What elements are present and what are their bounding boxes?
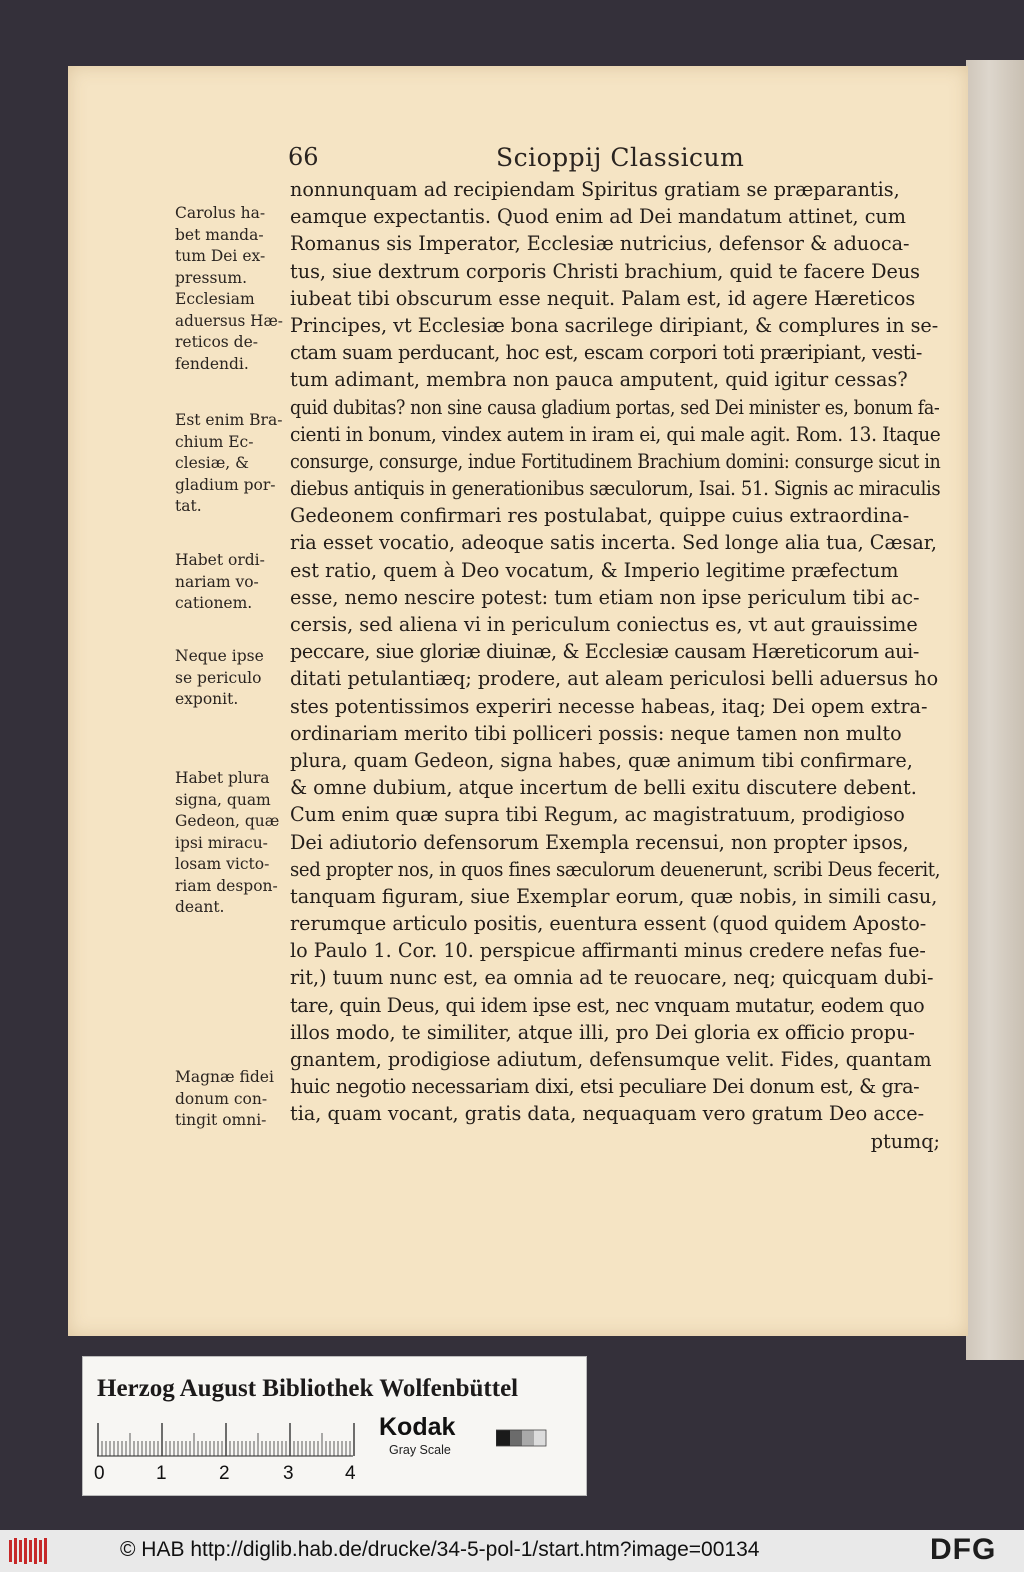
text-line: ctam suam perducant, hoc est, escam corpori toti præripiant, vesti- (290, 341, 922, 365)
dfg-logo: DFG (930, 1533, 997, 1566)
gray-scale-caption: Gray Scale (389, 1443, 451, 1457)
marginal-note-line: tat. (175, 497, 202, 515)
marginal-note (175, 768, 283, 919)
marginal-note-line: Carolus ha- (175, 204, 266, 222)
library-name: Herzog August Bibliothek Wolfenbüttel (97, 1375, 519, 1402)
text-line: tum adimant, membra non pauca amputent, quid igitur cessas? (290, 368, 908, 392)
marginal-note-line: Gedeon, quæ (175, 812, 280, 830)
running-head: Scioppij Classicum (496, 143, 745, 172)
text-line: sed propter nos, in quos fines sæculorum deuenerunt, scribi Deus fecerit, (290, 857, 941, 881)
marginal-note-line: nariam vo- (175, 572, 259, 591)
text-line: ria esset vocatio, adeoque satis incerta. Sed longe alia tua, Cæsar, (290, 531, 937, 555)
marginal-note-line: Habet plura (175, 769, 270, 787)
text-line: Dei adiutorio defensorum Exempla recensui, non propter ipsos, (290, 830, 909, 854)
library-label-card (82, 1356, 587, 1496)
text-line: Principes, vt Ecclesiæ bona sacrilege diripiant, & complures in se- (290, 313, 939, 337)
text-line: esse, nemo nescire potest: tum etiam non ipse periculum tibi ac- (290, 585, 920, 609)
footer-credit: © HAB http://diglib.hab.de/drucke/34-5-pol-1/start.htm?image=00134 (120, 1538, 760, 1561)
ruler-number: 2 (219, 1463, 230, 1484)
text-line: lo Paulo 1. Cor. 10. perspicue affirmanti minus credere nefas fue- (290, 939, 926, 963)
marginal-note-line: Magnæ fidei (175, 1068, 274, 1086)
marginal-note (175, 410, 283, 518)
text-line: tare, quin Deus, qui idem ipse est, nec vnquam mutatur, eodem quo (290, 993, 925, 1017)
marginal-note-line: Ecclesiam (175, 290, 255, 308)
marginal-note (175, 550, 283, 615)
page-number: 66 (288, 143, 319, 171)
text-line: ordinariam merito tibi polliceri possis: neque tamen non multo (290, 721, 902, 745)
text-line: plura, quam Gedeon, signa habes, quæ animum tibi confirmare, (290, 748, 913, 772)
kodak-logo: Kodak (379, 1413, 456, 1441)
text-line: peccare, siue gloriæ diuinæ, & Ecclesiæ causam Hæreticorum aui- (290, 640, 919, 664)
text-line: rit,) tuum nunc est, ea omnia ad te reuocare, neq; quicquam dubi- (290, 966, 934, 990)
marginal-note-line: fendendi. (175, 354, 249, 373)
main-text-block (290, 176, 940, 1155)
marginal-note-line: aduersus Hæ- (175, 311, 283, 330)
marginal-note-line: losam victo- (175, 855, 270, 873)
measurement-ruler (97, 1423, 357, 1457)
ruler-number: 3 (283, 1463, 294, 1484)
text-line: huic negotio necessariam dixi, etsi peculiare Dei donum est, & gra- (290, 1075, 920, 1099)
marginal-note-line: Est enim Bra- (175, 411, 283, 429)
marginal-note-line: tum Dei ex- (175, 247, 266, 265)
text-line: est ratio, quem à Deo vocatum, & Imperio legitime præfectum (290, 558, 899, 582)
text-line: iubeat tibi obscurum esse nequit. Palam est, id agere Hæreticos (290, 286, 916, 310)
text-line: quid dubitas? non sine causa gladium portas, sed Dei minister es, bonum fa- (290, 395, 940, 419)
text-line: cersis, sed aliena vi in periculum coniectus es, vt aut grauissime (290, 613, 918, 636)
marginal-note-line: pressum. (175, 268, 248, 287)
marginal-note-line: cationem. (175, 594, 253, 612)
hab-library-icon (8, 1536, 48, 1566)
marginal-note-line: bet manda- (175, 225, 264, 244)
next-page-edge (966, 60, 1024, 1360)
marginal-note-line: chium Ec- (175, 432, 254, 451)
ruler-number: 1 (156, 1463, 167, 1484)
text-line: consurge, consurge, indue Fortitudinem Brachium domini: consurge sicut in (290, 449, 941, 473)
marginal-note-line: Habet ordi- (175, 551, 265, 569)
book-page (68, 66, 968, 1336)
gray-scale-swatches (496, 1429, 556, 1447)
text-line: diebus antiquis in generationibus sæculorum, Isai. 51. Signis ac miraculis (290, 477, 941, 501)
marginal-note-line: gladium por- (175, 475, 276, 494)
marginal-note-line: reticos de- (175, 333, 258, 351)
text-line: Cum enim quæ supra tibi Regum, ac magistratuum, prodigioso (290, 803, 905, 827)
marginal-note (175, 1067, 283, 1132)
text-line: cienti in bonum, vindex autem in iram ei, qui male agit. Rom. 13. Itaque (290, 422, 941, 446)
marginal-note (175, 646, 283, 711)
text-line: gnantem, prodigiose adiutum, defensumque velit. Fides, quantam (290, 1048, 932, 1071)
text-line: stes potentissimos experiri necesse habeas, itaq; Dei opem extra- (290, 694, 928, 718)
text-line: & omne dubium, atque incertum de belli exitu discutere debent. (290, 776, 917, 800)
marginal-note-line: riam despon- (175, 876, 278, 895)
marginal-note (175, 203, 283, 375)
text-line: ptumq; (870, 1129, 940, 1153)
text-line: Gedeonem confirmari res postulabat, quippe cuius extraordina- (290, 504, 910, 528)
text-line: Romanus sis Imperator, Ecclesiæ nutricius, defensor & aduoca- (290, 232, 910, 256)
text-line: illos modo, te similiter, atque illi, pro Dei gloria ex officio propu- (290, 1020, 915, 1044)
text-line: eamque expectantis. Quod enim ad Dei mandatum attinet, cum (290, 205, 906, 229)
ruler-number: 0 (94, 1463, 105, 1484)
marginal-note-line: Neque ipse (175, 647, 264, 665)
marginal-note-line: donum con- (175, 1089, 268, 1108)
text-line: nonnunquam ad recipiendam Spiritus gratiam se præparantis, (290, 178, 900, 201)
marginal-note-line: ipsi miracu- (175, 833, 268, 852)
text-line: ditati petulantiæq; prodere, aut aleam periculosi belli aduersus ho (290, 667, 939, 691)
text-line: rerumque articulo positis, euentura essent (quod quidem Aposto- (290, 912, 927, 936)
marginal-note-line: se periculo (175, 668, 262, 687)
text-line: tia, quam vocant, gratis data, nequaquam vero gratum Deo acce- (290, 1102, 925, 1126)
marginal-note-line: deant. (175, 898, 225, 916)
marginal-note-line: exponit. (175, 690, 239, 708)
marginal-note-line: signa, quam (175, 790, 271, 809)
ruler-number: 4 (345, 1463, 356, 1484)
text-line: tus, siue dextrum corporis Christi brachium, quid te facere Deus (290, 259, 921, 283)
marginal-note-line: tingit omni- (175, 1111, 267, 1129)
footer-bar (0, 1530, 1024, 1572)
text-line: tanquam figuram, siue Exemplar eorum, quæ nobis, in simili casu, (290, 884, 938, 908)
marginal-note-line: clesiæ, & (175, 454, 249, 472)
